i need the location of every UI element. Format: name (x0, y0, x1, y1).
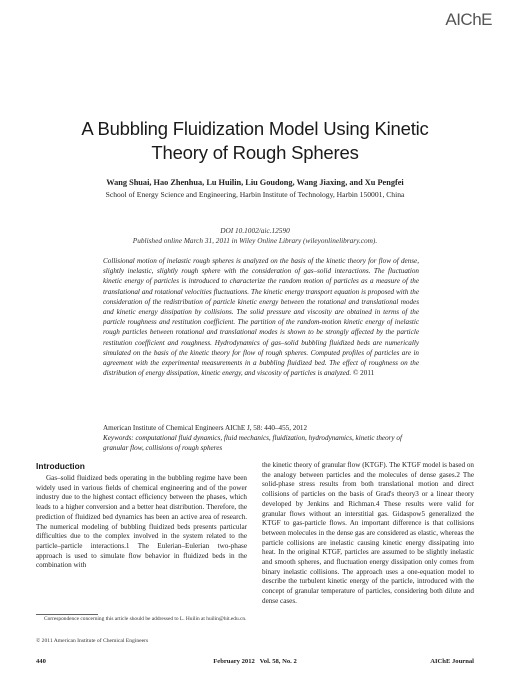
copyright-line: American Institute of Chemical Engineers AIChE J, 58: 440–455, 2012 (103, 424, 308, 432)
footnote-copyright: © 2011 American Institute of Chemical Engineers (36, 638, 149, 644)
footnote-divider (36, 614, 98, 615)
keywords: Keywords: computational fluid dynamics, fluid mechanics, fluidization, hydrodynamics, kinetic theory of granular flow, collisions of rough spheres (103, 434, 402, 452)
body-text-right-column: the kinetic theory of granular flow (KTGF). The KTGF model is based on the analogy between particles and the molecules of dense gases.2 The solid-phase stress results from both translational motion and direct collisions of particles on the basis of Grad's theory3 or a linear theory developed by Jenkins and Richman.4 These results were valid for granular flows without an interstitial gas. Gidaspow5 generalized the KTGF to gas-particle flows. An important difference is that collisions between molecules in the dense gas are considered as elastic, whereas the particle collisions are inelastic causing kinetic energy dissipating into heat. In the original KTGF, particles are assumed to be slightly inelastic and smooth spheres, and fluctuation energy dissipation only comes from binary inelastic collisions. The approach uses a one-equation model to describe the turbulent kinetic energy of the particle, introduced with the concept of granular temperature of particles, considering both dilute and dense cases. (262, 461, 474, 605)
abstract (103, 256, 419, 378)
page-number: 440 (36, 658, 46, 665)
doi-line: DOI 10.1002/aic.12590 (220, 226, 290, 235)
affiliation: School of Energy Science and Engineering, Harbin Institute of Technology, Harbin 150001, China (105, 190, 405, 199)
issue-info: February 2012 Vol. 58, No. 2 (213, 658, 297, 665)
author-list: Wang Shuai, Hao Zhenhua, Lu Huilin, Liu Goudong, Wang Jiaxing, and Xu Pengfei (106, 178, 404, 187)
section-heading-introduction: Introduction (36, 461, 85, 471)
title-line-1: A Bubbling Fluidization Model Using Kinetic (81, 118, 429, 139)
journal-logo: AIChE (445, 10, 492, 29)
abstract-text: Collisional motion of inelastic rough spheres is analyzed on the basis of the kinetic theory for flow of dense, slightly inelastic, slightly rough sphere with the consideration of gas–solid interactions. The fluctuation kinetic energy of particles is introduced to characterize the random motion of particles as a measure of the translational and rotational velocities fluctuations. The kinetic energy transport equation is proposed with the consideration of the redistribution of particle kinetic energy between the rotational and translational modes and kinetic energy dissipation by collisions. The solid pressure and viscosity are obtained in terms of the particle roughness and restitution coefficient. The partition of the random-motion kinetic energy of inelastic rough particles between rotational and translational modes is shown to be strongly affected by the particle restitution coefficient and roughness. Hydrodynamics of gas–solid bubbling fluidized beds are numerically simulated on the basis of the kinetic theory for flow of rough spheres. Computed profiles of particles are in agreement with the experimental measurements in a bubbling fluidized bed. The effect of roughness on the distribution of energy dissipation, kinetic energy, and viscosity of particles is analyzed. (103, 257, 419, 378)
body-text-left-column: Gas–solid fluidized beds operating in the bubbling regime have been widely used in various fields of chemical engineering and of the power industry due to the highest contact efficiency between the phases, which leads to a higher conversion and a better heat distribution. Therefore, the prediction of fluidized bed dynamics has been an active area of research. The numerical modeling of bubbling fluidized beds presents particular difficulties due to the complex involved in the system related to the particle–particle interactions.1 The Eulerian–Eulerian two-phase approach is used to simulate flow behavior in fluidized beds in the combination with (36, 474, 247, 570)
abstract-copyright: © 2011 (352, 369, 375, 378)
title-line-2: Theory of Rough Spheres (151, 142, 359, 163)
correspondence-footnote: Correspondence concerning this article should be addressed to L. Huilin at huilin@hit.edu.cn. (44, 616, 247, 622)
published-online-line: Published online March 31, 2011 in Wiley Online Library (wileyonlinelibrary.com). (132, 236, 378, 245)
journal-name-footer: AIChE Journal (430, 658, 474, 665)
paper-title (0, 117, 510, 165)
